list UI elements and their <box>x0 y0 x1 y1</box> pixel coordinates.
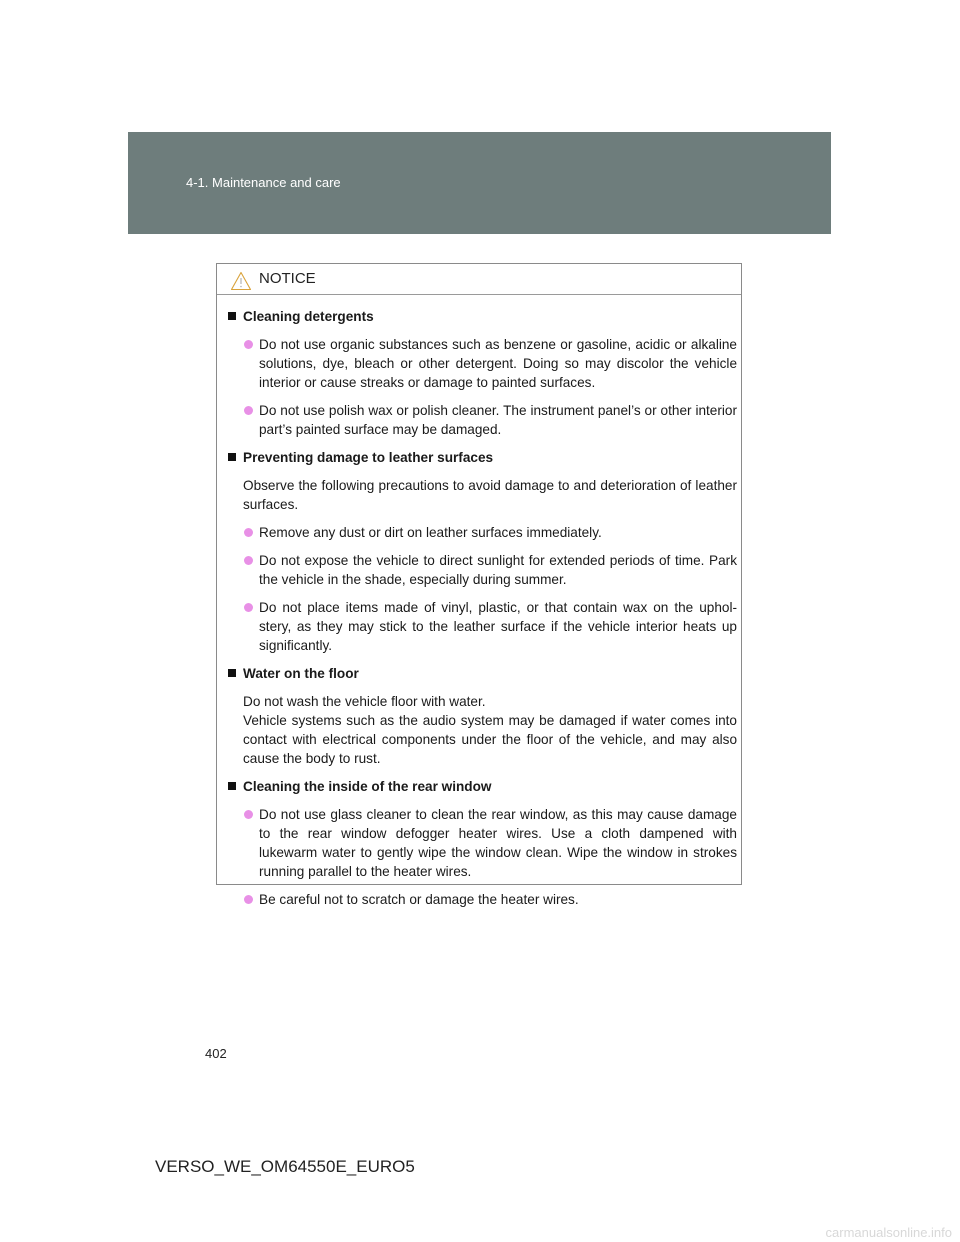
round-bullet-icon <box>244 340 253 349</box>
section-title: 4-1. Maintenance and care <box>186 175 341 190</box>
list-item: Do not use polish wax or polish cleaner. The instrument panel’s or other interior part’s painted surface may be damaged. <box>227 401 737 439</box>
square-bullet-icon <box>228 453 236 461</box>
heading-cleaning-detergents: Cleaning detergents <box>227 307 737 326</box>
square-bullet-icon <box>228 312 236 320</box>
round-bullet-icon <box>244 528 253 537</box>
round-bullet-icon <box>244 556 253 565</box>
list-item: Remove any dust or dirt on leather surfaces immediately. <box>227 523 737 542</box>
paragraph: Do not wash the vehicle floor with water. Vehicle systems such as the audio system may be damaged if water comes into contact with electrical components under the floor of the vehicle, and may also cause the body to rust. <box>243 694 737 766</box>
heading-rear-window: Cleaning the inside of the rear window <box>227 777 737 796</box>
list-item: Do not expose the vehicle to direct sunlight for extended periods of time. Park the vehicle in the shade, especially during summer. <box>227 551 737 589</box>
round-bullet-icon <box>244 895 253 904</box>
list-item: Do not use glass cleaner to clean the rear window, as this may cause damage to the rear window defogger heater wires. Use a cloth dampened with lukewarm water to gently wipe the window clean. Wipe the window in strokes running parallel to the heater wires. <box>227 805 737 881</box>
notice-box <box>216 263 742 907</box>
round-bullet-icon <box>244 810 253 819</box>
paragraph: Observe the following precautions to avoid damage to and deterioration of leather surfaces. <box>243 478 737 512</box>
notice-header <box>217 264 741 295</box>
round-bullet-icon <box>244 603 253 612</box>
header-band <box>128 132 831 234</box>
list-item: Do not use organic substances such as benzene or gasoline, acidic or alkaline solutions, dye, bleach or other detergent. Doing so may discolor the vehicle interior or cause streaks or damage to painted surfaces. <box>227 335 737 392</box>
watermark: carmanualsonline.info <box>825 1225 952 1240</box>
notice-body <box>217 295 741 909</box>
heading-water-on-floor: Water on the floor <box>227 664 737 683</box>
list-item: Do not place items made of vinyl, plastic, or that contain wax on the uphol-stery, as they may stick to the leather surface if the vehicle interior heats up significantly. <box>227 598 737 655</box>
heading-leather-surfaces: Preventing damage to leather surfaces <box>227 448 737 467</box>
page-number: 402 <box>205 1046 227 1061</box>
square-bullet-icon <box>228 782 236 790</box>
document-code: VERSO_WE_OM64550E_EURO5 <box>155 1157 415 1176</box>
round-bullet-icon <box>244 406 253 415</box>
notice-title: NOTICE <box>259 270 316 287</box>
square-bullet-icon <box>228 669 236 677</box>
warning-triangle-icon <box>230 271 252 291</box>
list-item: Be careful not to scratch or damage the heater wires. <box>227 890 737 909</box>
